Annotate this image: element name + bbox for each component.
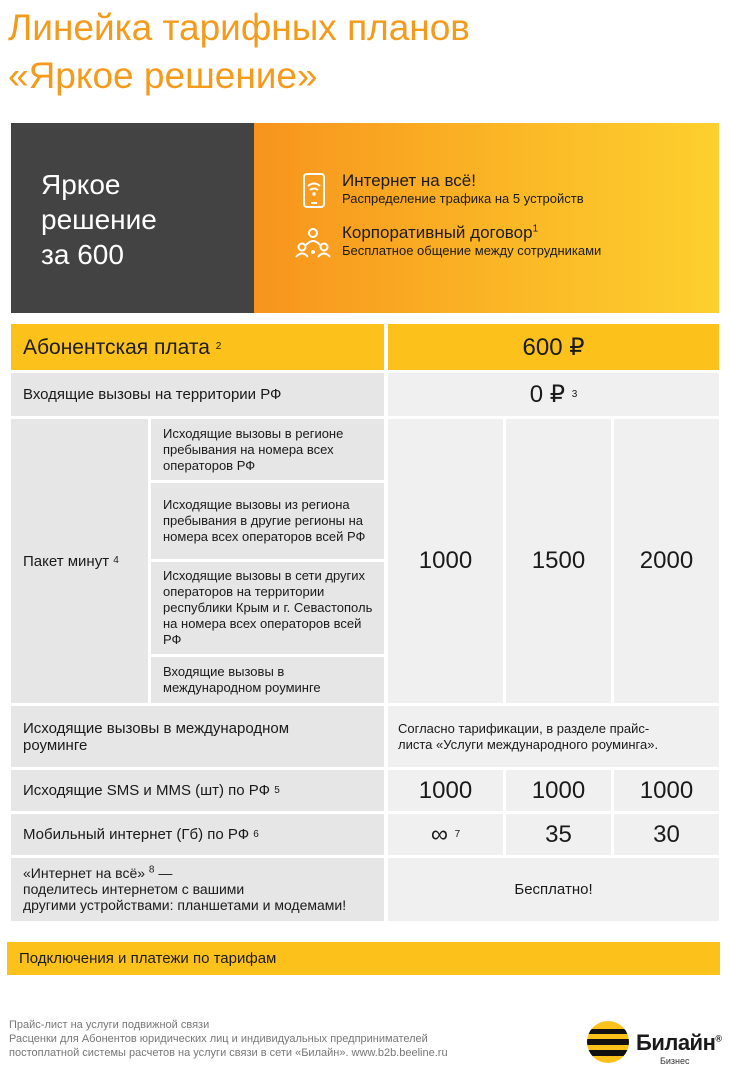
beeline-logo-icon bbox=[586, 1020, 630, 1064]
title-line-1: Линейка тарифных планов bbox=[8, 7, 470, 48]
incoming-value: 0 ₽ 3 bbox=[388, 373, 719, 416]
beeline-logo-subtitle: Бизнес bbox=[660, 1056, 690, 1066]
title-line-2: «Яркое решение» bbox=[8, 55, 318, 96]
plan-name-block bbox=[11, 123, 254, 313]
package-value: 1000 bbox=[388, 419, 503, 703]
roaming-value: Согласно тарификации, в разделе прайс-листа «Услуги международного роуминга». bbox=[388, 706, 719, 767]
page-title bbox=[8, 4, 728, 100]
internet-value-unlimited: ∞ 7 bbox=[388, 814, 503, 855]
sms-label: Исходящие SMS и MMS (шт) по РФ 5 bbox=[11, 770, 384, 811]
plan-name-line-2: решение bbox=[41, 204, 157, 235]
sms-value: 1000 bbox=[614, 770, 719, 811]
team-icon bbox=[294, 223, 332, 263]
footer-note: Прайс-лист на услуги подвижной связи Расценки для Абонентов юридических лиц и индивидуальных предпринимателей постоплатной системы расчетов на услуги связи в сети «Билайн». www.b2b.beeline.ru bbox=[9, 1019, 448, 1059]
package-label: Пакет минут 4 bbox=[11, 419, 148, 703]
feature-internet-title: Интернет на всё! bbox=[342, 171, 476, 190]
package-value: 2000 bbox=[614, 419, 719, 703]
fee-label: Абонентская плата 2 bbox=[11, 324, 384, 370]
package-item: Исходящие вызовы в сети других операторов на территории республики Крым и г. Севастополь на номера всех операторов всей РФ bbox=[151, 562, 384, 654]
incoming-label: Входящие вызовы на территории РФ bbox=[11, 373, 384, 416]
feature-internet-subtitle: Распределение трафика на 5 устройств bbox=[342, 191, 584, 206]
internet-value: 35 bbox=[506, 814, 611, 855]
phone-wifi-icon bbox=[294, 171, 332, 211]
package-item: Исходящие вызовы в регионе пребывания на номера всех операторов РФ bbox=[151, 419, 384, 480]
feature-corporate-subtitle: Бесплатное общение между сотрудниками bbox=[342, 243, 602, 258]
internet-label: Мобильный интернет (Гб) по РФ 6 bbox=[11, 814, 384, 855]
roaming-label: Исходящие вызовы в международном роуминге bbox=[11, 706, 384, 767]
feature-corporate bbox=[294, 223, 601, 263]
package-value: 1500 bbox=[506, 419, 611, 703]
feature-corporate-title: Корпоративный договор$^1$ bbox=[342, 223, 539, 242]
package-item: Исходящие вызовы из региона пребывания в другие регионы на номера всех операторов всей РФ bbox=[151, 483, 384, 559]
beeline-logo-text: Билайн® bbox=[636, 1030, 722, 1055]
connections-section-bar: Подключения и платежи по тарифам bbox=[7, 942, 720, 975]
package-item: Входящие вызовы в международном роуминге bbox=[151, 657, 384, 703]
sms-value: 1000 bbox=[506, 770, 611, 811]
sms-value: 1000 bbox=[388, 770, 503, 811]
plan-banner bbox=[11, 123, 719, 313]
plan-name-line-1: Яркое bbox=[41, 169, 121, 200]
share-label: «Интернет на всё» $^8$ — поделитесь интернетом с вашими другими устройствами: планшетами и модемами! bbox=[11, 858, 384, 921]
plan-features bbox=[254, 123, 719, 313]
fee-value: 600 ₽ bbox=[388, 324, 719, 370]
plan-name-line-3: за 600 bbox=[41, 239, 124, 270]
feature-internet bbox=[294, 171, 584, 211]
share-value: Бесплатно! bbox=[388, 858, 719, 921]
beeline-logo bbox=[586, 1018, 726, 1068]
internet-value: 30 bbox=[614, 814, 719, 855]
